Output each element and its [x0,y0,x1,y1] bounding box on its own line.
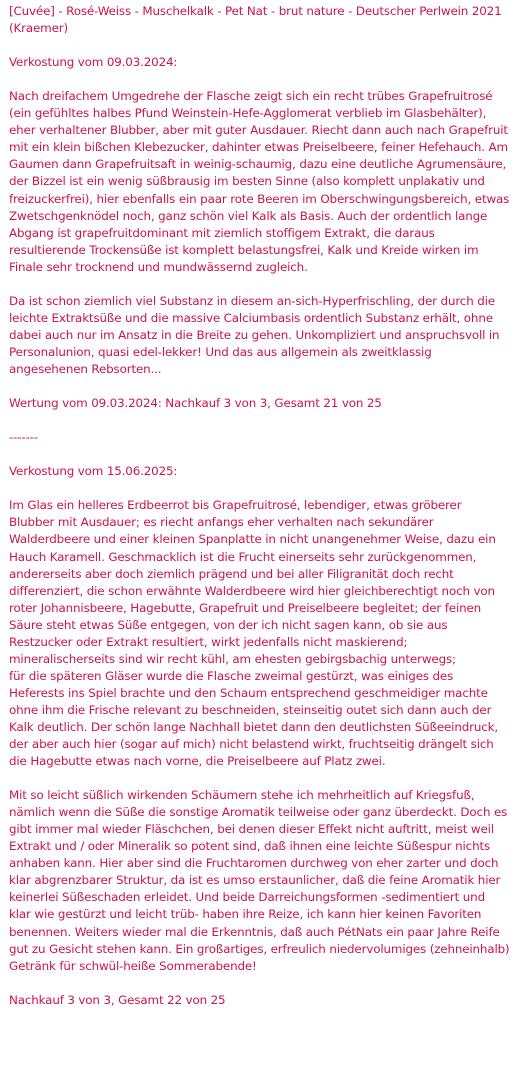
separator: ------- [9,430,38,445]
wine-title: [Cuvée] - Rosé-Weiss - Muschelkalk - Pet Nat - brut nature - Deutscher Perlwein 2021 (Kraemer) [9,4,502,36]
tasting-1-paragraph-1: Nach dreifachem Umgedrehe der Flasche zeigt sich ein recht trübes Grapefruitrosé (ein gefühltes halbes Pfund Weinstein-Hefe-Agglomerat verblieb im Glasbehälter), eher verhaltener Blubber, aber mit guter Ausdauer. Riecht dann auch nach Grapefruit mit ein klein bißchen Klebezucker, dahinter etwas Preiselbeere, feiner Hefehauch. Am Gaumen dann Grapefruitsaft in weinig-schaumig, dazu eine deutliche Agrumensäure, der Bizzel ist ein wenig süßbrausig im besten Sinne (also komplett unplakativ und freizuckerfrei), hier ebenfalls ein paar rote Beeren im Oberschwingungsbereich, etwas Zwetschgenknödel noch, ganz schön viel Kalk als Basis. Auch der ordentlich lange Abgang ist grapefruitdominant mit ziemlich stoffigem Extrakt, die daraus resultierende Trockensüße ist komplett belastungsfrei, Kalk und Kreide wirken im Finale sehr trocknend und mundwässernd zugleich. [9,89,510,274]
tasting-date-2: Verkostung vom 15.06.2025: [9,464,178,479]
tasting-2-paragraph-2: Mit so leicht süßlich wirkenden Schäumern stehe ich mehrheitlich auf Kriegsfuß, nämlich wenn die Süße die sonstige Aromatik teilweise oder ganz überdeckt. Doch es gibt immer mal wieder Fläschchen, bei denen dieser Effekt nicht auftritt, meist weil Extrakt und / oder Mineralik so potent sind, daß ihnen eine leichte Süßespur nichts anhaben kann. Hier aber sind die Fruchtaromen durchweg von eher zarter und doch klar abgrenzbarer Struktur, da ist es umso erstaunlicher, daß die feine Aromatik hier keinerlei Süßeschaden erleidet. Und beide Darreichungsformen -sedimentiert und klar wie gestürzt und leicht trüb- haben ihre Reize, ich kann hier keinen Favoriten benennen. Weiters wieder mal die Erkenntnis, daß auch PétNats ein paar Jahre Reife gut zu Gesicht stehen kann. Ein großartiges, erfreulich niedervolumiges (zehneinhalb) Getränk für schwül-heiße Sommerabende! [9,788,510,973]
rating-1: Wertung vom 09.03.2024: Nachkauf 3 von 3, Gesamt 21 von 25 [9,396,382,411]
tasting-1-paragraph-2: Da ist schon ziemlich viel Substanz in diesem an-sich-Hyperfrischling, der durch die leichte Extraktsüße und die massive Calciumbasis ordentlich Substanz erhält, ohne dabei auch nur im Ansatz in die Breite zu gehen. Unkompliziert und anspruchsvoll in Personalunion, quasi edel-lekker! Und das aus allgemein als zweitklassig angesehenen Rebsorten... [9,293,500,376]
tasting-2-paragraph-1: Im Glas ein helleres Erdbeerrot bis Grapefruitrosé, lebendiger, etwas gröberer Blubber mit Ausdauer; es riecht anfangs eher verhalten nach sekundärer Walderdbeere und einer kleinen Spanplatte in nicht unangenehmer Weise, dazu ein Hauch Karamell. Geschmacklich ist die Frucht einerseits sehr zurückgenommen, andererseits aber doch ziemlich prägend und bei aller Filigranität doch recht differenziert, die schon erwähnte Walderdbeere wird hier gleichberechtigt noch von roter Johannisbeere, Hagebutte, Grapefruit und Preiselbeere begleitet; der feinen Säure steht etwas Süße entgegen, von der ich nicht sagen kann, ob sie aus Restzucker oder Extrakt resultiert, wirkt jedenfalls nicht maskierend; mineralischerseits sind wir recht kühl, am ehesten gebirgsbachig unterwegs; für die späteren Gläser wurde die Flasche zweimal gestürzt, was einiges des Heferests ins Spiel brachte und den Schaum entsprechend geschmeidiger machte ohne ihm die Frische relevant zu beschneiden, steinseitig outet sich dann auch der Kalk deutlich. Der schön lange Nachhall bietet dann den deutlichsten Süßeeindruck, der aber auch hier (sogar auf mich) nicht belastend wirkt, fruchtseitig drängelt sich die Hagebutte etwas nach vorne, die Preiselbeere auf Platz zwei. [9,498,498,769]
tasting-date-1: Verkostung vom 09.03.2024: [9,55,178,70]
rating-2: Nachkauf 3 von 3, Gesamt 22 von 25 [9,992,226,1007]
